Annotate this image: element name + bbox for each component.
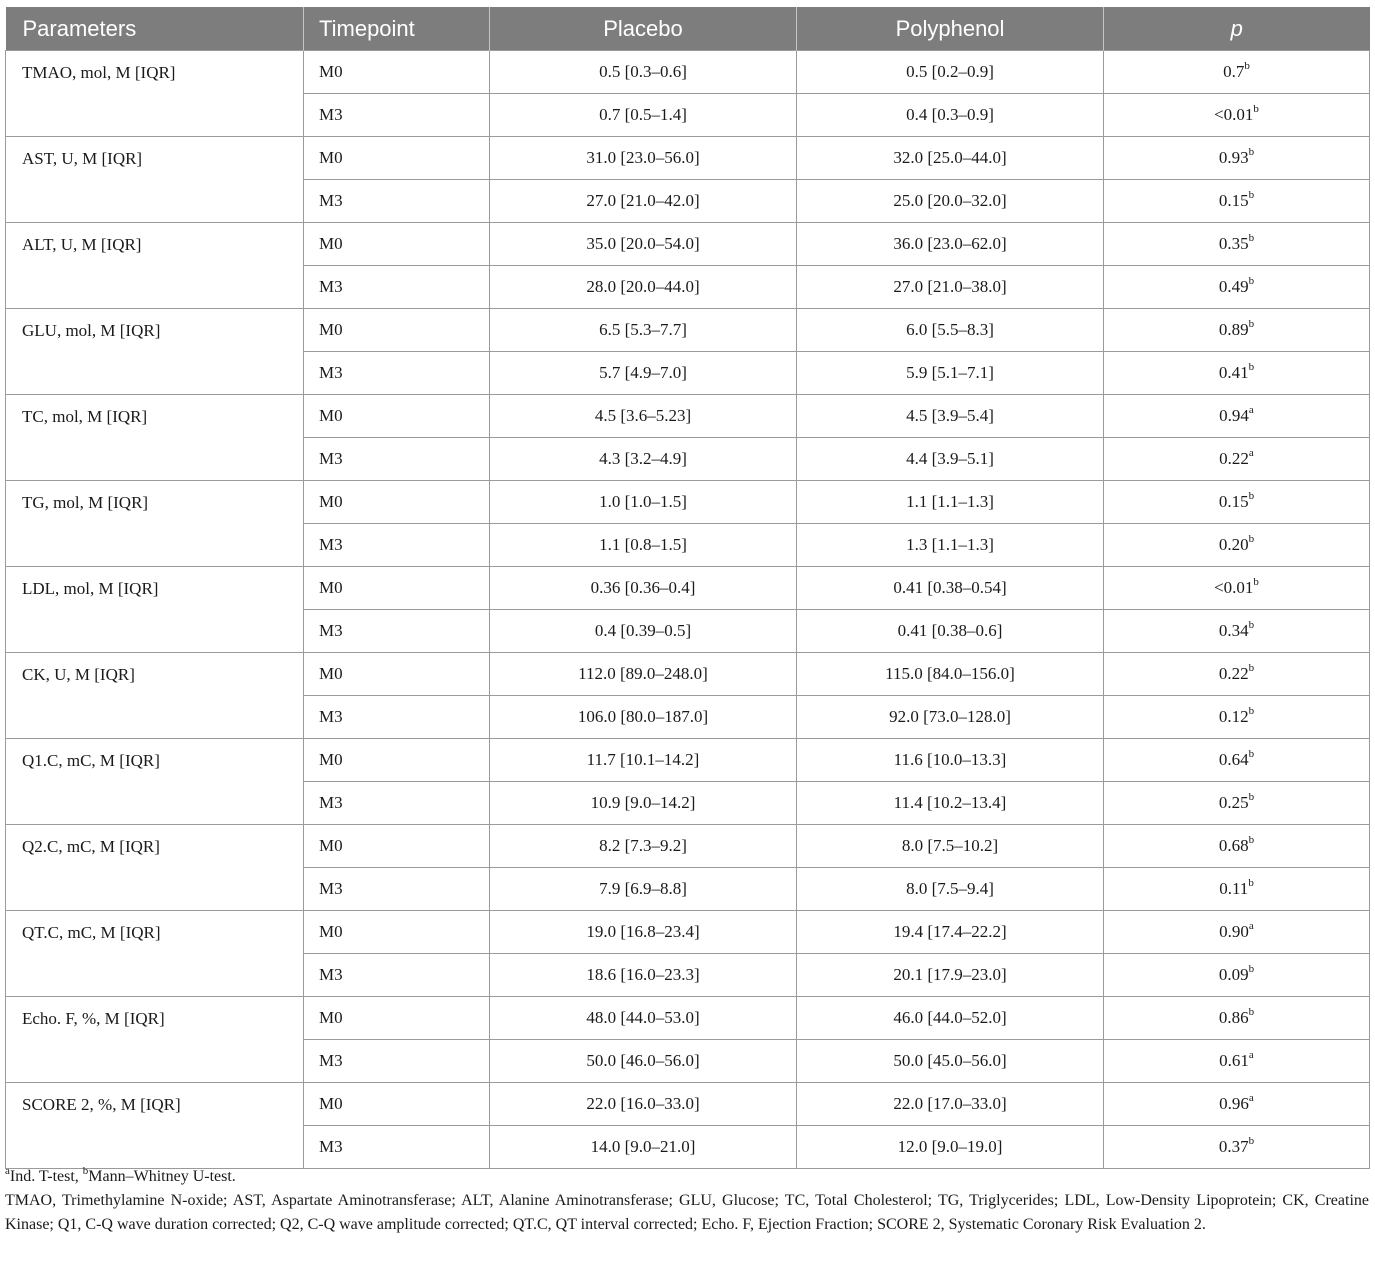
table-footnotes (5, 1165, 1369, 1237)
table-row (6, 567, 1370, 610)
p-value: 0.49 (1218, 277, 1249, 296)
p-value-test-marker: b (1248, 963, 1255, 976)
p-value-cell (1104, 266, 1370, 309)
results-table-container (5, 7, 1369, 1169)
polyphenol-cell: 0.41 [0.38–0.6] (797, 610, 1104, 653)
placebo-cell: 7.9 [6.9–8.8] (490, 868, 797, 911)
p-value: 0.89 (1218, 320, 1249, 339)
p-value-test-marker: b (1248, 361, 1255, 374)
polyphenol-cell: 4.4 [3.9–5.1] (797, 438, 1104, 481)
polyphenol-cell: 36.0 [23.0–62.0] (797, 223, 1104, 266)
table-row (6, 223, 1370, 266)
header-timepoint: Timepoint (304, 7, 490, 51)
timepoint-cell: M0 (304, 739, 490, 782)
timepoint-cell: M3 (304, 352, 490, 395)
timepoint-cell: M3 (304, 868, 490, 911)
placebo-cell: 0.36 [0.36–0.4] (490, 567, 797, 610)
timepoint-cell: M3 (304, 438, 490, 481)
p-value: 0.90 (1219, 922, 1249, 941)
p-value-cell (1104, 51, 1370, 94)
table-header-row (6, 7, 1370, 51)
p-value-test-marker: b (1248, 791, 1255, 804)
timepoint-cell: M3 (304, 94, 490, 137)
timepoint-cell: M0 (304, 567, 490, 610)
polyphenol-cell: 92.0 [73.0–128.0] (797, 696, 1104, 739)
p-value: 0.68 (1218, 836, 1249, 855)
p-value-test-marker: b (1248, 705, 1255, 718)
polyphenol-cell: 5.9 [5.1–7.1] (797, 352, 1104, 395)
parameter-cell: ALT, U, M [IQR] (6, 223, 304, 309)
p-value-cell (1104, 352, 1370, 395)
polyphenol-cell: 32.0 [25.0–44.0] (797, 137, 1104, 180)
polyphenol-cell: 19.4 [17.4–22.2] (797, 911, 1104, 954)
polyphenol-cell: 25.0 [20.0–32.0] (797, 180, 1104, 223)
polyphenol-cell: 115.0 [84.0–156.0] (797, 653, 1104, 696)
p-value-test-marker: b (1248, 146, 1255, 159)
placebo-cell: 27.0 [21.0–42.0] (490, 180, 797, 223)
parameter-cell: CK, U, M [IQR] (6, 653, 304, 739)
parameter-cell: TG, mol, M [IQR] (6, 481, 304, 567)
header-parameters: Parameters (6, 7, 304, 51)
p-value: 0.7 (1223, 62, 1245, 81)
timepoint-cell: M3 (304, 782, 490, 825)
p-value: 0.64 (1218, 750, 1249, 769)
polyphenol-cell: 20.1 [17.9–23.0] (797, 954, 1104, 997)
p-value: 0.35 (1218, 234, 1249, 253)
timepoint-cell: M0 (304, 223, 490, 266)
polyphenol-cell: 4.5 [3.9–5.4] (797, 395, 1104, 438)
p-value-cell (1104, 1126, 1370, 1169)
p-value: 0.25 (1218, 793, 1249, 812)
table-row (6, 997, 1370, 1040)
p-value-test-marker: b (1248, 748, 1255, 761)
p-value-cell (1104, 180, 1370, 223)
placebo-cell: 6.5 [5.3–7.7] (490, 309, 797, 352)
p-value: 0.86 (1218, 1008, 1249, 1027)
timepoint-cell: M0 (304, 309, 490, 352)
parameter-cell: TMAO, mol, M [IQR] (6, 51, 304, 137)
p-value-test-marker: a (1248, 1049, 1254, 1062)
p-value-cell (1104, 868, 1370, 911)
p-value: 0.22 (1219, 449, 1249, 468)
polyphenol-cell: 22.0 [17.0–33.0] (797, 1083, 1104, 1126)
p-value: 0.15 (1218, 191, 1249, 210)
placebo-cell: 11.7 [10.1–14.2] (490, 739, 797, 782)
p-value-cell (1104, 567, 1370, 610)
parameter-cell: TC, mol, M [IQR] (6, 395, 304, 481)
p-value-test-marker: b (1248, 232, 1255, 245)
table-row (6, 1083, 1370, 1126)
table-row (6, 395, 1370, 438)
placebo-cell: 0.7 [0.5–1.4] (490, 94, 797, 137)
footnote-marker-b: b (82, 1164, 89, 1177)
p-value-cell (1104, 911, 1370, 954)
p-value-test-marker: b (1253, 576, 1259, 589)
table-row (6, 309, 1370, 352)
p-value-test-marker: a (1248, 1092, 1254, 1105)
p-value-cell (1104, 782, 1370, 825)
placebo-cell: 35.0 [20.0–54.0] (490, 223, 797, 266)
parameter-cell: SCORE 2, %, M [IQR] (6, 1083, 304, 1169)
header-p-value: p (1104, 7, 1370, 51)
polyphenol-cell: 8.0 [7.5–9.4] (797, 868, 1104, 911)
timepoint-cell: M0 (304, 911, 490, 954)
timepoint-cell: M0 (304, 997, 490, 1040)
p-value-cell (1104, 696, 1370, 739)
timepoint-cell: M0 (304, 1083, 490, 1126)
p-value-test-marker: b (1248, 1006, 1255, 1019)
placebo-cell: 5.7 [4.9–7.0] (490, 352, 797, 395)
table-row (6, 825, 1370, 868)
polyphenol-cell: 50.0 [45.0–56.0] (797, 1040, 1104, 1083)
p-value-test-marker: b (1248, 662, 1255, 675)
table-body (6, 51, 1370, 1169)
timepoint-cell: M3 (304, 524, 490, 567)
p-value-cell (1104, 137, 1370, 180)
p-value-cell (1104, 1083, 1370, 1126)
test-legend (5, 1165, 1369, 1189)
polyphenol-cell: 0.41 [0.38–0.54] (797, 567, 1104, 610)
p-value-cell (1104, 309, 1370, 352)
placebo-cell: 19.0 [16.8–23.4] (490, 911, 797, 954)
placebo-cell: 14.0 [9.0–21.0] (490, 1126, 797, 1169)
parameter-cell: GLU, mol, M [IQR] (6, 309, 304, 395)
timepoint-cell: M3 (304, 610, 490, 653)
parameter-cell: Q1.C, mC, M [IQR] (6, 739, 304, 825)
footnote-b-text: Mann–Whitney U-test. (88, 1168, 236, 1185)
p-value: 0.11 (1219, 879, 1249, 898)
placebo-cell: 112.0 [89.0–248.0] (490, 653, 797, 696)
polyphenol-cell: 0.5 [0.2–0.9] (797, 51, 1104, 94)
p-value-test-marker: b (1253, 103, 1259, 116)
timepoint-cell: M3 (304, 696, 490, 739)
table-row (6, 911, 1370, 954)
polyphenol-cell: 27.0 [21.0–38.0] (797, 266, 1104, 309)
polyphenol-cell: 11.4 [10.2–13.4] (797, 782, 1104, 825)
parameter-cell: AST, U, M [IQR] (6, 137, 304, 223)
placebo-cell: 8.2 [7.3–9.2] (490, 825, 797, 868)
placebo-cell: 4.3 [3.2–4.9] (490, 438, 797, 481)
placebo-cell: 4.5 [3.6–5.23] (490, 395, 797, 438)
timepoint-cell: M0 (304, 825, 490, 868)
parameter-cell: Q2.C, mC, M [IQR] (6, 825, 304, 911)
p-value: 0.34 (1218, 621, 1249, 640)
polyphenol-cell: 0.4 [0.3–0.9] (797, 94, 1104, 137)
placebo-cell: 106.0 [80.0–187.0] (490, 696, 797, 739)
timepoint-cell: M3 (304, 1040, 490, 1083)
placebo-cell: 18.6 [16.0–23.3] (490, 954, 797, 997)
timepoint-cell: M0 (304, 395, 490, 438)
p-value-test-marker: b (1248, 834, 1255, 847)
polyphenol-cell: 11.6 [10.0–13.3] (797, 739, 1104, 782)
p-value-cell (1104, 524, 1370, 567)
p-value-cell (1104, 825, 1370, 868)
p-value-test-marker: b (1248, 877, 1254, 890)
p-value: 0.22 (1218, 664, 1249, 683)
footnote-a-text: Ind. T-test, (9, 1168, 83, 1185)
p-value-cell (1104, 610, 1370, 653)
placebo-cell: 0.5 [0.3–0.6] (490, 51, 797, 94)
p-value-cell (1104, 1040, 1370, 1083)
p-value-cell (1104, 438, 1370, 481)
footnote-marker-a: a (5, 1164, 10, 1177)
polyphenol-cell: 1.1 [1.1–1.3] (797, 481, 1104, 524)
results-table (5, 7, 1370, 1169)
p-value: 0.37 (1218, 1137, 1249, 1156)
placebo-cell: 31.0 [23.0–56.0] (490, 137, 797, 180)
table-row (6, 739, 1370, 782)
p-value: 0.20 (1218, 535, 1249, 554)
parameter-cell: Echo. F, %, M [IQR] (6, 997, 304, 1083)
table-row (6, 481, 1370, 524)
p-value-cell (1104, 954, 1370, 997)
p-value-test-marker: b (1248, 1135, 1255, 1148)
p-value-test-marker: b (1248, 318, 1255, 331)
timepoint-cell: M0 (304, 137, 490, 180)
p-value-test-marker: b (1248, 189, 1255, 202)
header-placebo: Placebo (490, 7, 797, 51)
p-value-cell (1104, 94, 1370, 137)
parameter-cell: QT.C, mC, M [IQR] (6, 911, 304, 997)
table-row (6, 51, 1370, 94)
p-value-cell (1104, 739, 1370, 782)
p-value: <0.01 (1214, 105, 1254, 124)
header-polyphenol: Polyphenol (797, 7, 1104, 51)
p-value: 0.09 (1218, 965, 1249, 984)
timepoint-cell: M0 (304, 481, 490, 524)
p-value-cell (1104, 997, 1370, 1040)
p-value-cell (1104, 481, 1370, 524)
placebo-cell: 48.0 [44.0–53.0] (490, 997, 797, 1040)
p-value-test-marker: a (1248, 920, 1254, 933)
placebo-cell: 1.0 [1.0–1.5] (490, 481, 797, 524)
p-value: 0.12 (1218, 707, 1249, 726)
timepoint-cell: M0 (304, 51, 490, 94)
timepoint-cell: M3 (304, 180, 490, 223)
p-value-test-marker: a (1248, 404, 1254, 417)
table-row (6, 653, 1370, 696)
p-value-test-marker: b (1248, 490, 1255, 503)
placebo-cell: 1.1 [0.8–1.5] (490, 524, 797, 567)
placebo-cell: 28.0 [20.0–44.0] (490, 266, 797, 309)
p-value-test-marker: b (1248, 533, 1255, 546)
p-value: 0.15 (1218, 492, 1249, 511)
p-value-test-marker: b (1248, 275, 1255, 288)
polyphenol-cell: 8.0 [7.5–10.2] (797, 825, 1104, 868)
placebo-cell: 0.4 [0.39–0.5] (490, 610, 797, 653)
p-value-cell (1104, 223, 1370, 266)
p-value: <0.01 (1214, 578, 1254, 597)
placebo-cell: 22.0 [16.0–33.0] (490, 1083, 797, 1126)
parameter-cell: LDL, mol, M [IQR] (6, 567, 304, 653)
p-value-test-marker: b (1248, 619, 1255, 632)
abbreviations-note: TMAO, Trimethylamine N-oxide; AST, Aspartate Aminotransferase; ALT, Alanine Aminotransferase; GLU, Glucose; TC, Total Cholesterol; TG, Triglycerides; LDL, Low-Density Lipoprotein; CK, Creatine Kinase; Q1, C-Q wave duration corrected; Q2, C-Q wave amplitude corrected; QT.C, QT interval corrected; Echo. F, Ejection Fraction; SCORE 2, Systematic Coronary Risk Evaluation 2. (5, 1192, 1369, 1233)
table-row (6, 137, 1370, 180)
timepoint-cell: M3 (304, 954, 490, 997)
placebo-cell: 10.9 [9.0–14.2] (490, 782, 797, 825)
placebo-cell: 50.0 [46.0–56.0] (490, 1040, 797, 1083)
polyphenol-cell: 12.0 [9.0–19.0] (797, 1126, 1104, 1169)
polyphenol-cell: 1.3 [1.1–1.3] (797, 524, 1104, 567)
timepoint-cell: M0 (304, 653, 490, 696)
timepoint-cell: M3 (304, 1126, 490, 1169)
p-value: 0.96 (1219, 1094, 1249, 1113)
polyphenol-cell: 46.0 [44.0–52.0] (797, 997, 1104, 1040)
polyphenol-cell: 6.0 [5.5–8.3] (797, 309, 1104, 352)
p-value-test-marker: a (1248, 447, 1254, 460)
p-value-cell (1104, 395, 1370, 438)
p-value-test-marker: b (1244, 60, 1250, 73)
p-value: 0.94 (1219, 406, 1249, 425)
p-value: 0.61 (1219, 1051, 1249, 1070)
p-value: 0.41 (1218, 363, 1249, 382)
timepoint-cell: M3 (304, 266, 490, 309)
p-value: 0.93 (1218, 148, 1249, 167)
p-value-cell (1104, 653, 1370, 696)
